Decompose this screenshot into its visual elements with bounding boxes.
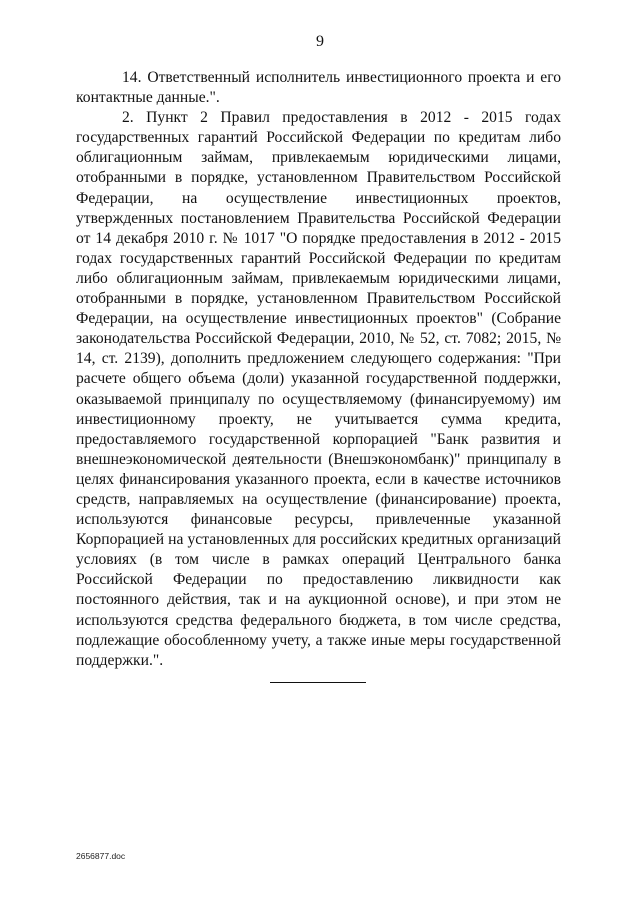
paragraph-item-14: 14. Ответственный исполнитель инвестиционного проекта и его контактные данные.". [76,69,561,107]
document-body [76,68,561,671]
end-divider-line [270,682,366,683]
page-number: 9 [316,33,324,50]
paragraph-amendment-2: 2. Пункт 2 Правил предоставления в 2012 - 2015 годах государственных гарантий Российской Федерации по кредитам либо облигационным займам, привлекаемым юридическими лицами, отобранными в порядке, установленном Правительством Российской Федерации, на осуществление инвестиционных проектов, утвержденных постановлением Правительства Российской Федерации от 14 декабря 2010 г. № 1017 "О порядке предоставления в 2012 - 2015 годах государственных гарантий Российской Федерации по кредитам либо облигационным займам, привлекаемым юридическими лицами, отобранными в порядке, установленном Правительством Российской Федерации, на осуществление инвестиционных проектов" (Собрание законодательства Российской Федерации, 2010, № 52, ст. 7082; 2015, № 14, ст. 2139), дополнить предложением следующего содержания: "При расчете общего объема (доли) указанной государственной поддержки, оказываемой принципалу по осуществляемому (финансируемому) им инвестиционному проекту, не учитывается сумма кредита, предоставляемого государственной корпорацией "Банк развития и внешнеэкономической деятельности (Внешэкономбанк)" принципалу в целях финансирования указанного проекта, если в качестве источников средств, направляемых на осуществление (финансирование) проекта, используются финансовые ресурсы, привлеченные указанной Корпорацией на установленных для российских кредитных организаций условиях (в том числе в рамках операций Центрального банка Российской Федерации по предоставлению ликвидности как постоянного действия, так и на аукционной основе), и при этом не используются средства федерального бюджета, в том числе средства, подлежащие обособленному учету, а также иные меры государственной поддержки.". [76,109,561,669]
document-file-name: 2656877.doc [76,851,126,861]
